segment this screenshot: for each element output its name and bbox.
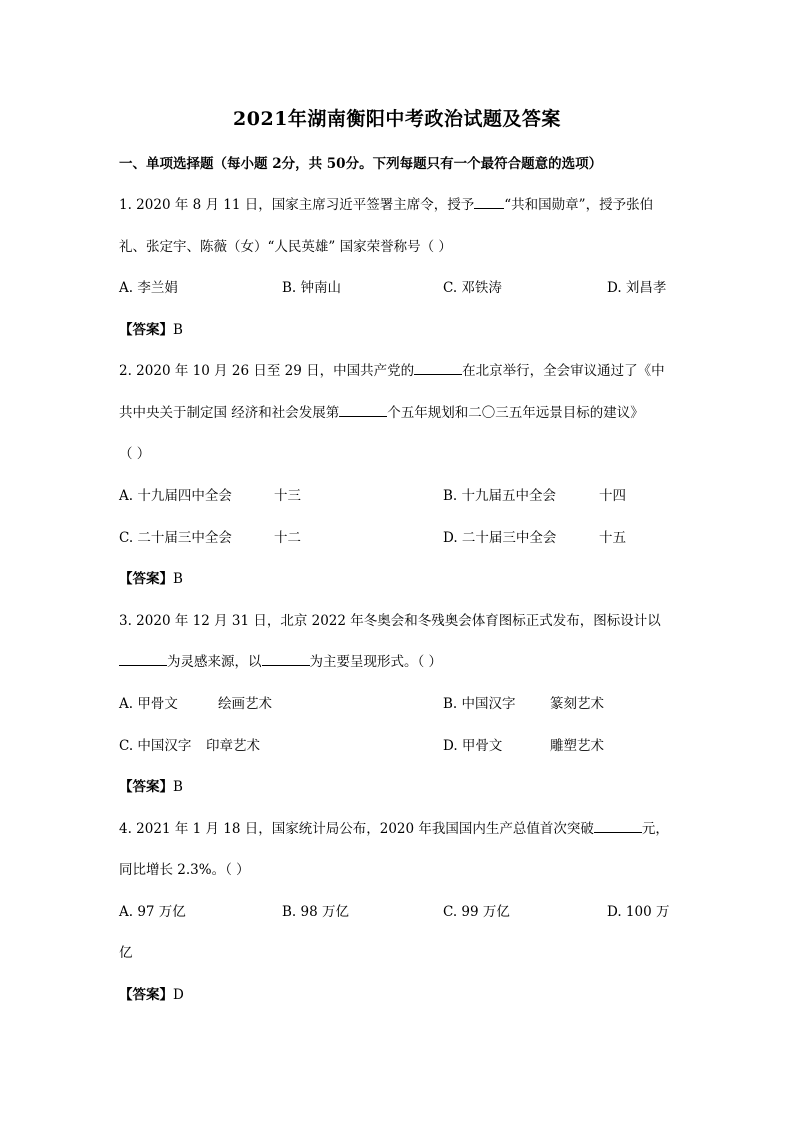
question-4-option-a: A. 97 万亿 [119, 904, 186, 920]
question-2-answer [119, 567, 183, 587]
question-2-option-c: C. 二十届三中全会 [119, 530, 232, 546]
question-2-line-1 [119, 359, 665, 379]
question-1-text-a: 1. 2020 年 8 月 11 日，国家主席习近平签署主席令，授予 [119, 197, 475, 213]
question-3-text-a: 为灵感来源，以 [167, 654, 262, 670]
question-1-answer [119, 318, 183, 338]
question-4-line-2: 同比增长 2.3%。（ ） [119, 862, 250, 878]
question-4-text-a: 4. 2021 年 1 月 18 日，国家统计局公布，2020 年我国国内生产总值首次突破 [119, 821, 594, 837]
answer-value: B [173, 779, 183, 795]
question-3-text-b: 为主要呈现形式。（ ） [309, 654, 443, 670]
question-3-option-c-extra: 印章艺术 [206, 738, 260, 754]
question-1-option-c: C. 邓铁涛 [443, 280, 502, 296]
question-2-text-a: 2. 2020 年 10 月 26 日至 29 日，中国共产党的 [119, 363, 415, 379]
answer-label: 【答案】 [119, 987, 173, 1003]
question-1-text-b: “共和国勋章”，授予张伯 [504, 197, 654, 213]
question-4-option-d-wrap: 亿 [119, 945, 133, 961]
question-3-line-2 [119, 650, 442, 670]
question-3-option-b: B. 中国汉字 [443, 696, 516, 712]
question-2-option-b: B. 十九届五中全会 [443, 488, 557, 504]
question-3-option-a-extra: 绘画艺术 [218, 696, 272, 712]
question-2-option-d-extra: 十五 [599, 530, 626, 546]
answer-value: D [173, 987, 184, 1003]
question-2-text-b: 在北京举行，全会审议通过了《中 [462, 363, 665, 379]
question-1-option-a: A. 李兰娟 [119, 280, 178, 296]
question-3-option-b-extra: 篆刻艺术 [550, 696, 604, 712]
question-4-line-1 [119, 817, 669, 837]
question-2-option-d: D. 二十届三中全会 [443, 530, 557, 546]
question-2-line-3: （ ） [119, 446, 151, 462]
question-1-option-b: B. 钟南山 [282, 280, 342, 296]
question-4-text-b: 元， [641, 821, 669, 837]
question-3-option-d-extra: 雕塑艺术 [550, 738, 604, 754]
question-1-option-d: D. 刘昌孝 [607, 280, 667, 296]
answer-blank [339, 404, 387, 417]
question-2-option-b-extra: 十四 [599, 488, 626, 504]
question-4-option-d: D. 100 万 [607, 904, 670, 920]
question-4-option-c: C. 99 万亿 [443, 904, 510, 920]
answer-value: B [173, 571, 183, 587]
answer-value: B [173, 322, 183, 338]
question-2-option-c-extra: 十二 [274, 530, 301, 546]
question-2-text-c: 共中央关于制定国 经济和社会发展第 [119, 405, 340, 421]
answer-blank [119, 653, 167, 666]
question-3-line-1: 3. 2020 年 12 月 31 日，北京 2022 年冬奥会和冬残奥会体育图标正式发布，图标设计以 [119, 613, 661, 629]
answer-blank [262, 653, 310, 666]
question-1-line-2: 礼、张定宇、陈薇（女）“人民英雄” 国家荣誉称号（ ） [119, 239, 452, 255]
question-3-option-a: A. 甲骨文 [119, 696, 178, 712]
question-2-line-2 [119, 401, 644, 421]
question-1-line-1 [119, 193, 653, 213]
question-2-text-d: 个五年规划和二〇三五年远景目标的建议》 [387, 405, 644, 421]
question-3-option-c: C. 中国汉字 [119, 738, 192, 754]
question-2-option-a-extra: 十三 [274, 488, 301, 504]
answer-label: 【答案】 [119, 571, 173, 587]
section-heading: 一、单项选择题（每小题 2分，共 50分。下列每题只有一个最符合题意的选项） [119, 156, 603, 172]
answer-blank [594, 820, 642, 833]
answer-label: 【答案】 [119, 322, 173, 338]
answer-label: 【答案】 [119, 779, 173, 795]
question-3-option-d: D. 甲骨文 [443, 738, 503, 754]
question-4-answer [119, 983, 184, 1003]
question-2-option-a: A. 十九届四中全会 [119, 488, 232, 504]
answer-blank [414, 362, 462, 375]
question-3-answer [119, 775, 183, 795]
question-4-option-b: B. 98 万亿 [282, 904, 349, 920]
page-title: 2021年湖南衡阳中考政治试题及答案 [233, 108, 561, 130]
answer-blank [474, 196, 504, 209]
